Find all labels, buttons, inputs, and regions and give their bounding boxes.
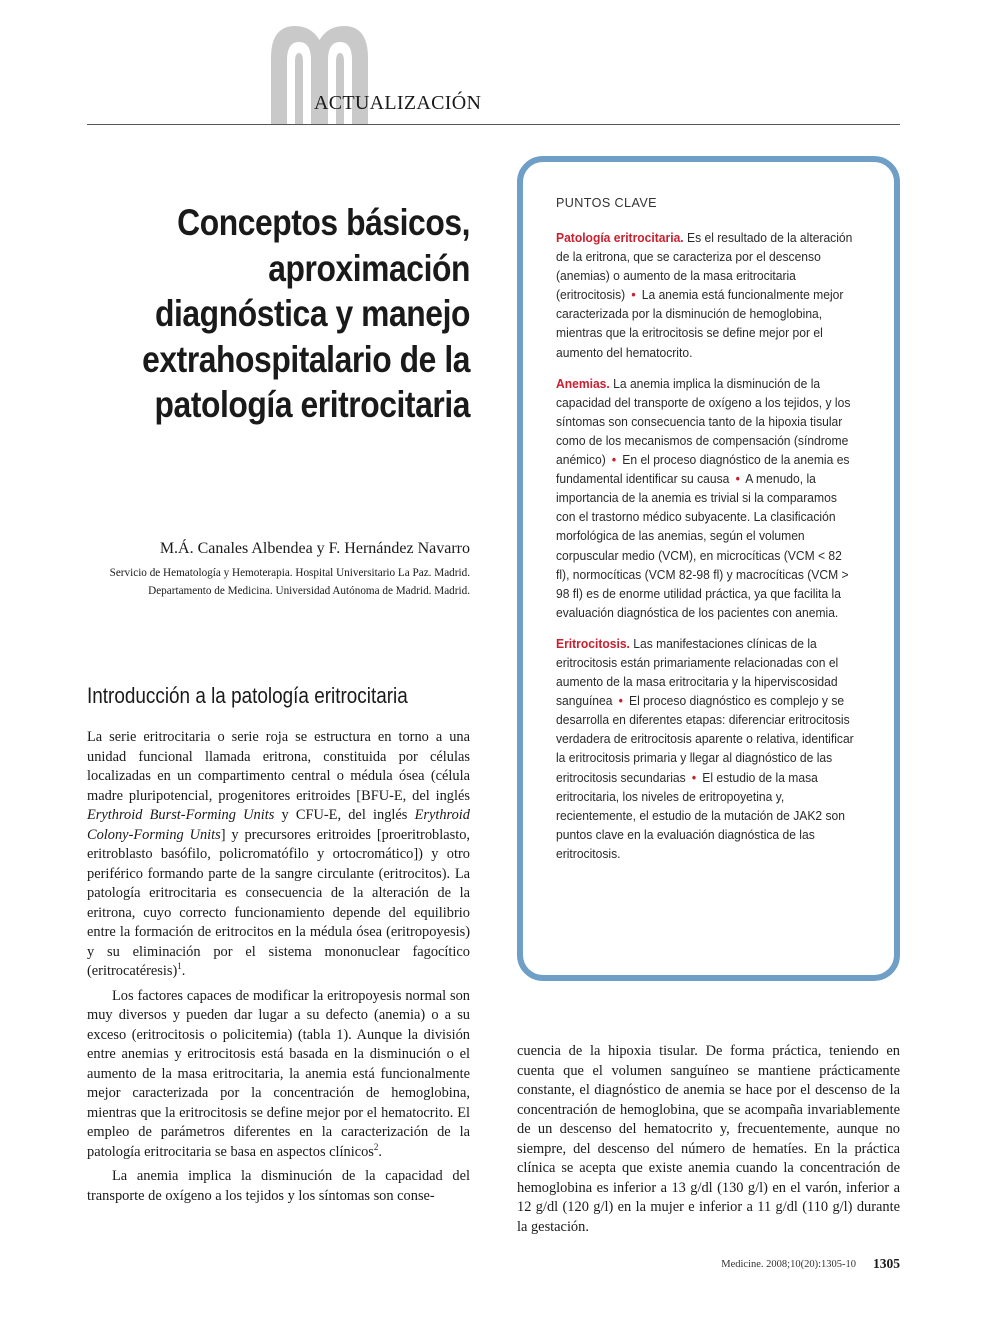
section-heading: Introducción a la patología eritrocitaria: [87, 683, 408, 708]
bullet-icon: •: [618, 693, 623, 709]
key-point-text: En el proceso diagnóstico de la anemia es fundamental identificar su causa: [556, 452, 850, 487]
key-point-item: [556, 374, 855, 622]
key-point-term: Patología eritrocitaria.: [556, 230, 684, 245]
text-run: ] y precursores eritroides [proeritroblasto, eritroblasto basófilo, policromatófilo y ortocromático]) y otro periférico formando parte de la sangre circulante (eritrocitos). La patología eritrocitaria es consecuencia de la alteración de la eritrona, cuyo correcto funcionamiento depende del equilibrio entre la formación de eritrocitos en la médula ósea (eritropoyesis) y su eliminación por el sistema mononuclear fagocítico (eritrocatéresis): [87, 826, 470, 979]
key-point-text: El estudio de la masa eritrocitaria, los niveles de eritropoyetina y, recientemente, el estudio de la mutación de JAK2 son puntos clave en la evaluación diagnóstica de las eritrocitosis.: [556, 769, 845, 861]
text-run: y CFU-E, del inglés: [274, 807, 415, 823]
body-column-right: [517, 1042, 900, 1237]
key-point-text: A menudo, la importancia de la anemia es trivial si la comparamos con el trastorno médico subyacente. La clasificación morfológica de las anemias, según el volumen corpuscular medio (VCM), en microcíticas (VCM < 82 fl), normocíticas (VCM 82-98 fl) y macrocíticas (VCM > 98 fl) es de enorme utilidad práctica, ya que facilita la evaluación diagnóstica de los pacientes con anemia.: [556, 471, 849, 620]
key-point-item: [556, 228, 855, 362]
key-points-label: PUNTOS CLAVE: [556, 196, 657, 210]
bullet-icon: •: [691, 769, 697, 785]
section-label: ACTUALIZACIÓN: [314, 92, 482, 114]
body-paragraph: La anemia implica la disminución de la capacidad del transporte de oxígeno a los tejidos y los síntomas son conse-: [87, 1168, 470, 1204]
body-column-left: [87, 728, 470, 1206]
body-paragraph: [87, 987, 470, 1163]
reference-link[interactable]: 1: [177, 961, 182, 972]
bullet-icon: •: [631, 287, 636, 303]
body-paragraph: cuencia de la hipoxia tisular. De forma práctica, teniendo en cuenta que el volumen sanguíneo se mantiene prácticamente constante, el diagnóstico de anemia se hace por el descenso de la concentración de hemoglobina, que se acompaña invariablemente de un descenso del hematocrito y, frecuentemente, aunque no siempre, del descenso del número de hematíes. En la práctica clínica se acepta que existe anemia cuando la concentración de hemoglobina es inferior a 13 g/dl (130 g/l) en el varón, inferior a 12 g/dl (120 g/l) en la mujer e inferior a 11 g/dl (110 g/l) durante la gestación.: [517, 1043, 900, 1235]
text-run: .: [378, 1143, 383, 1160]
bullet-icon: •: [611, 452, 617, 468]
article-affiliation: Servicio de Hematología y Hemoterapia. Hospital Universitario La Paz. Madrid. Departamento de Medicina. Universidad Autónoma de Madrid. Madrid.: [109, 567, 470, 597]
key-point-item: [556, 634, 855, 863]
page-number: 1305: [873, 1256, 900, 1271]
text-run: La serie eritrocitaria o serie roja se estructura en torno a una unidad funcional llamada eritrona, constituida por células localizadas en un compartimento central o médula ósea (célula madre pluripotencial, progenitores eritroides [BFU-E, del inglés: [87, 729, 470, 804]
italic-term: Erythroid Colony-Forming Units: [87, 807, 470, 843]
key-point-term: Anemias.: [556, 375, 610, 391]
key-points-box: [517, 156, 900, 981]
key-point-text: Es el resultado de la alteración de la eritrona, que se caracteriza por el descenso (anemias) o aumento de la masa eritrocitaria (eritrocitosis): [556, 230, 853, 303]
article-title: Conceptos básicos, aproximación diagnóstica y manejo extrahospitalario de la patología eritrocitaria: [142, 202, 471, 425]
italic-term: Erythroid Burst-Forming Units: [87, 807, 275, 823]
reference-link[interactable]: 2: [373, 1141, 379, 1152]
article-authors: M.Á. Canales Albendea y F. Hernández Navarro: [159, 540, 470, 557]
key-point-term: Eritrocitosis.: [556, 635, 630, 651]
key-point-text: La anemia implica la disminución de la capacidad del transporte de oxígeno a los tejidos, y los síntomas son consecuencia tanto de la hipoxia tisular como de los mecanismos de compensación (síndrome anémico): [556, 375, 851, 468]
key-point-text: La anemia está funcionalmente mejor caracterizada por la disminución de hemoglobina, mientras que la eritrocitosis se define mejor por el aumento del hematocrito.: [556, 287, 844, 360]
text-run: Los factores capaces de modificar la eritropoyesis normal son muy diversos y pueden dar lugar a su defecto (anemia) o a su exceso (eritrocitosis o policitemia) (tabla 1). Aunque la división entre anemias y eritrocitosis está basada en la disminución o el aumento de la masa eritrocitaria, la anemia está funcionalmente mejor caracterizada por la concentración de hemoglobina, mientras que la eritrocitosis se define mejor por el hematocrito. El empleo de parámetros diferentes en la caracterización de la patología eritrocitaria se basa en aspectos clínicos: [87, 987, 470, 1160]
header-rule: [87, 124, 900, 125]
bullet-icon: •: [735, 471, 740, 487]
key-point-text: El proceso diagnóstico es complejo y se desarrolla en diferentes etapas: diferenciar eritrocitosis verdadera de eritrocitosis aparente o relativa, identificar la eritrocitosis primaria y llegar al diagnóstico de las eritrocitosis secundarias: [556, 693, 854, 785]
body-paragraph: [87, 728, 470, 982]
key-point-text: Las manifestaciones clínicas de la eritrocitosis están primariamente relacionadas con el aumento de la masa eritrocitaria y la hiperviscosidad sanguínea: [556, 635, 839, 709]
text-run: .: [181, 963, 186, 979]
footer-citation: Medicine. 2008;10(20):1305-10: [721, 1259, 856, 1270]
